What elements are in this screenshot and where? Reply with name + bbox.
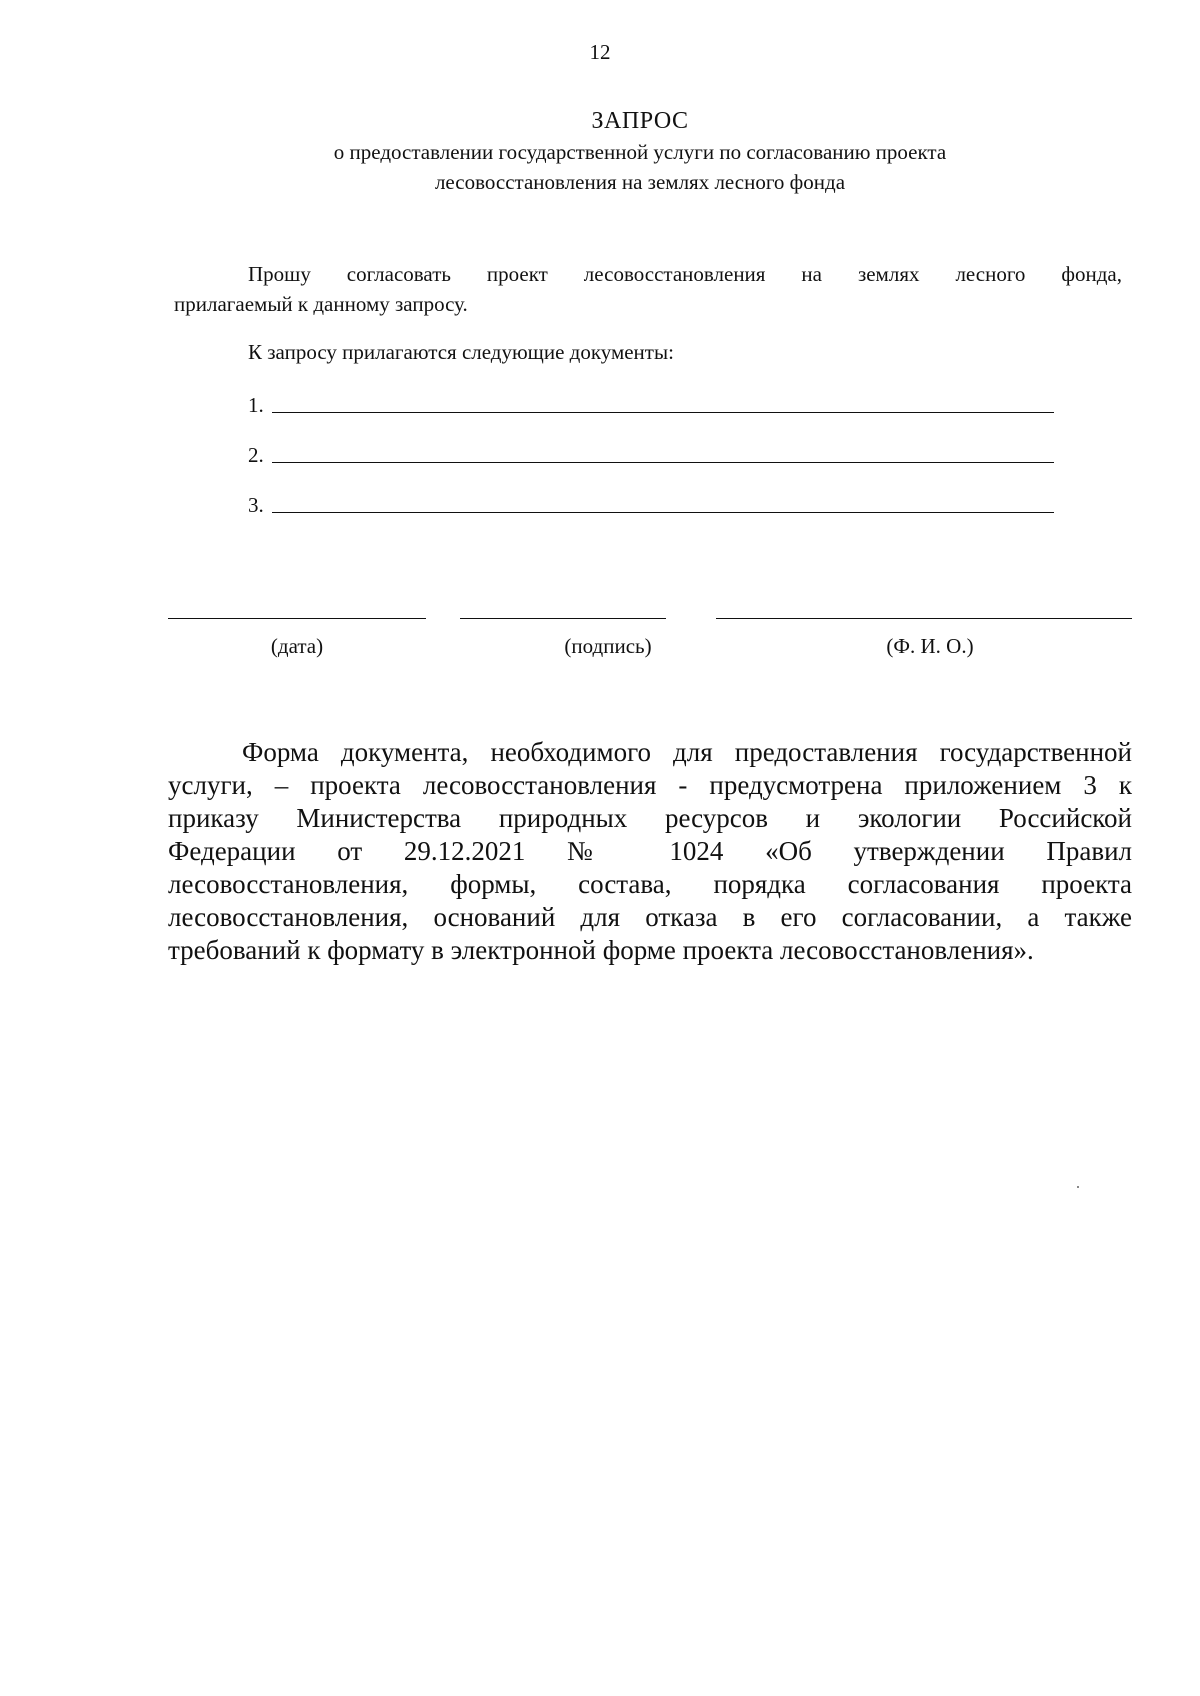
attachment-input-line[interactable]: [272, 411, 1054, 413]
sign-label: (подпись): [564, 634, 652, 658]
fio-signature-line[interactable]: [716, 618, 1132, 619]
document-subtitle-line-2: лесовосстановления на землях лесного фонда: [434, 170, 846, 194]
attachments-heading: К запросу прилагаются следующие документы:: [248, 340, 674, 364]
note-line: услуги, – проекта лесовосстановления - предусмотрена приложением 3 к: [168, 770, 1132, 800]
sign-signature-line[interactable]: [460, 618, 666, 619]
scan-speck: [1077, 1186, 1079, 1188]
attachment-input-line[interactable]: [272, 511, 1054, 513]
attachment-row-1: [248, 393, 1054, 418]
attachment-row-3: [248, 493, 1054, 518]
request-text-line-2: прилагаемый к данному запросу.: [174, 292, 468, 316]
note-line: лесовосстановления, оснований для отказа в его согласовании, а также: [168, 902, 1132, 932]
note-line: лесовосстановления, формы, состава, порядка согласования проекта: [168, 869, 1132, 899]
attachment-number: 3.: [248, 493, 264, 517]
form-note-paragraph: [168, 736, 1132, 967]
note-line: Федерации от 29.12.2021 № 1024 «Об утверждении Правил: [168, 836, 1132, 866]
note-line: Форма документа, необходимого для предоставления государственной: [242, 737, 1132, 767]
attachment-number: 2.: [248, 443, 264, 467]
date-signature-line[interactable]: [168, 618, 426, 619]
attachment-input-line[interactable]: [272, 461, 1054, 463]
note-line: приказу Министерства природных ресурсов и экологии Российской: [168, 803, 1132, 833]
attachment-number: 1.: [248, 393, 264, 417]
document-title: ЗАПРОС: [591, 108, 689, 134]
page-number: 12: [589, 40, 611, 64]
document-subtitle-line-1: о предоставлении государственной услуги по согласованию проекта: [333, 140, 947, 164]
date-label: (дата): [270, 634, 324, 658]
note-line: требований к формату в электронной форме проекта лесовосстановления».: [168, 935, 1034, 965]
fio-label: (Ф. И. О.): [886, 634, 974, 658]
request-text-line-1: Прошу согласовать проект лесовосстановления на землях лесного фонда,: [248, 262, 1122, 286]
attachment-row-2: [248, 443, 1054, 468]
